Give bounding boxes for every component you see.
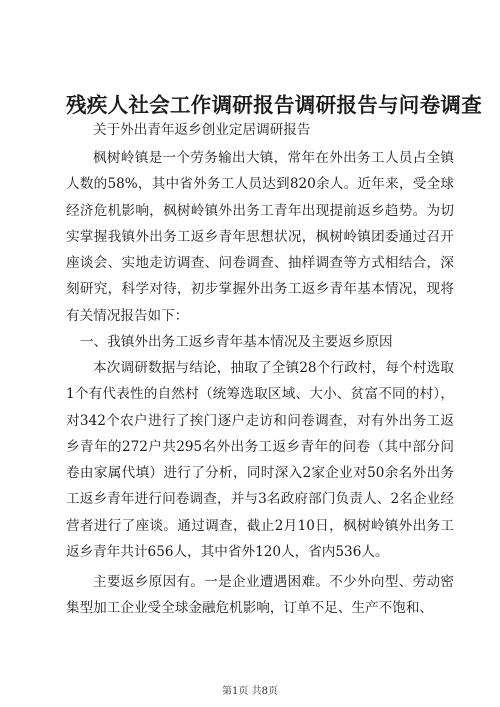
- section-heading: 一、我镇外出务工返乡青年基本情况及主要返乡原因: [80, 334, 393, 350]
- page-footer: 第1页 共8页: [222, 686, 278, 697]
- paragraph-survey: 本次调研数据与结论，抽取了全镇28个行政村，每个村选取1个有代表性的自然村（统筹选取区域、大小、贫富不同的村），对342个农户进行了挨门逐户走访和问卷调查，对有外出务工返乡青年的272户共295名外出务工返乡青年的问卷（其中部分问卷由家属代填）进行了分析，同时深入2家企业对50余名外出务工返乡青年进行问卷调查，并与3名政府部门负责人、2名企业经营者进行了座谈。通过调查，截止2月10日，枫树岭镇外出务工返乡青年共计656人，其中省外120人，省内536人。: [66, 360, 454, 561]
- document-title: 残疾人社会工作调研报告调研报告与问卷调查: [66, 93, 482, 117]
- paragraph-intro: 枫树岭镇是一个劳务输出大镇，常年在外出务工人员占全镇人数的58%，其中省外务工人员达到820余人。近年来，受全球经济危机影响，枫树岭镇外出务工青年出现提前返乡趋势。为切实掌握我镇外出务工返乡青年思想状况，枫树岭镇团委通过召开座谈会、实地走访调查、问卷调查、抽样调查等方式相结合，深刻研究，科学对待，初步掌握外出务工返乡青年基本情况，现将有关情况报告如下：: [66, 150, 454, 324]
- document-subtitle: 关于外出青年返乡创业定居调研报告: [93, 122, 311, 138]
- paragraph-reasons: 主要返乡原因有。一是企业遭遇困难。不少外向型、劳动密集型加工企业受全球金融危机影响，订单不足、生产不饱和、: [66, 574, 454, 617]
